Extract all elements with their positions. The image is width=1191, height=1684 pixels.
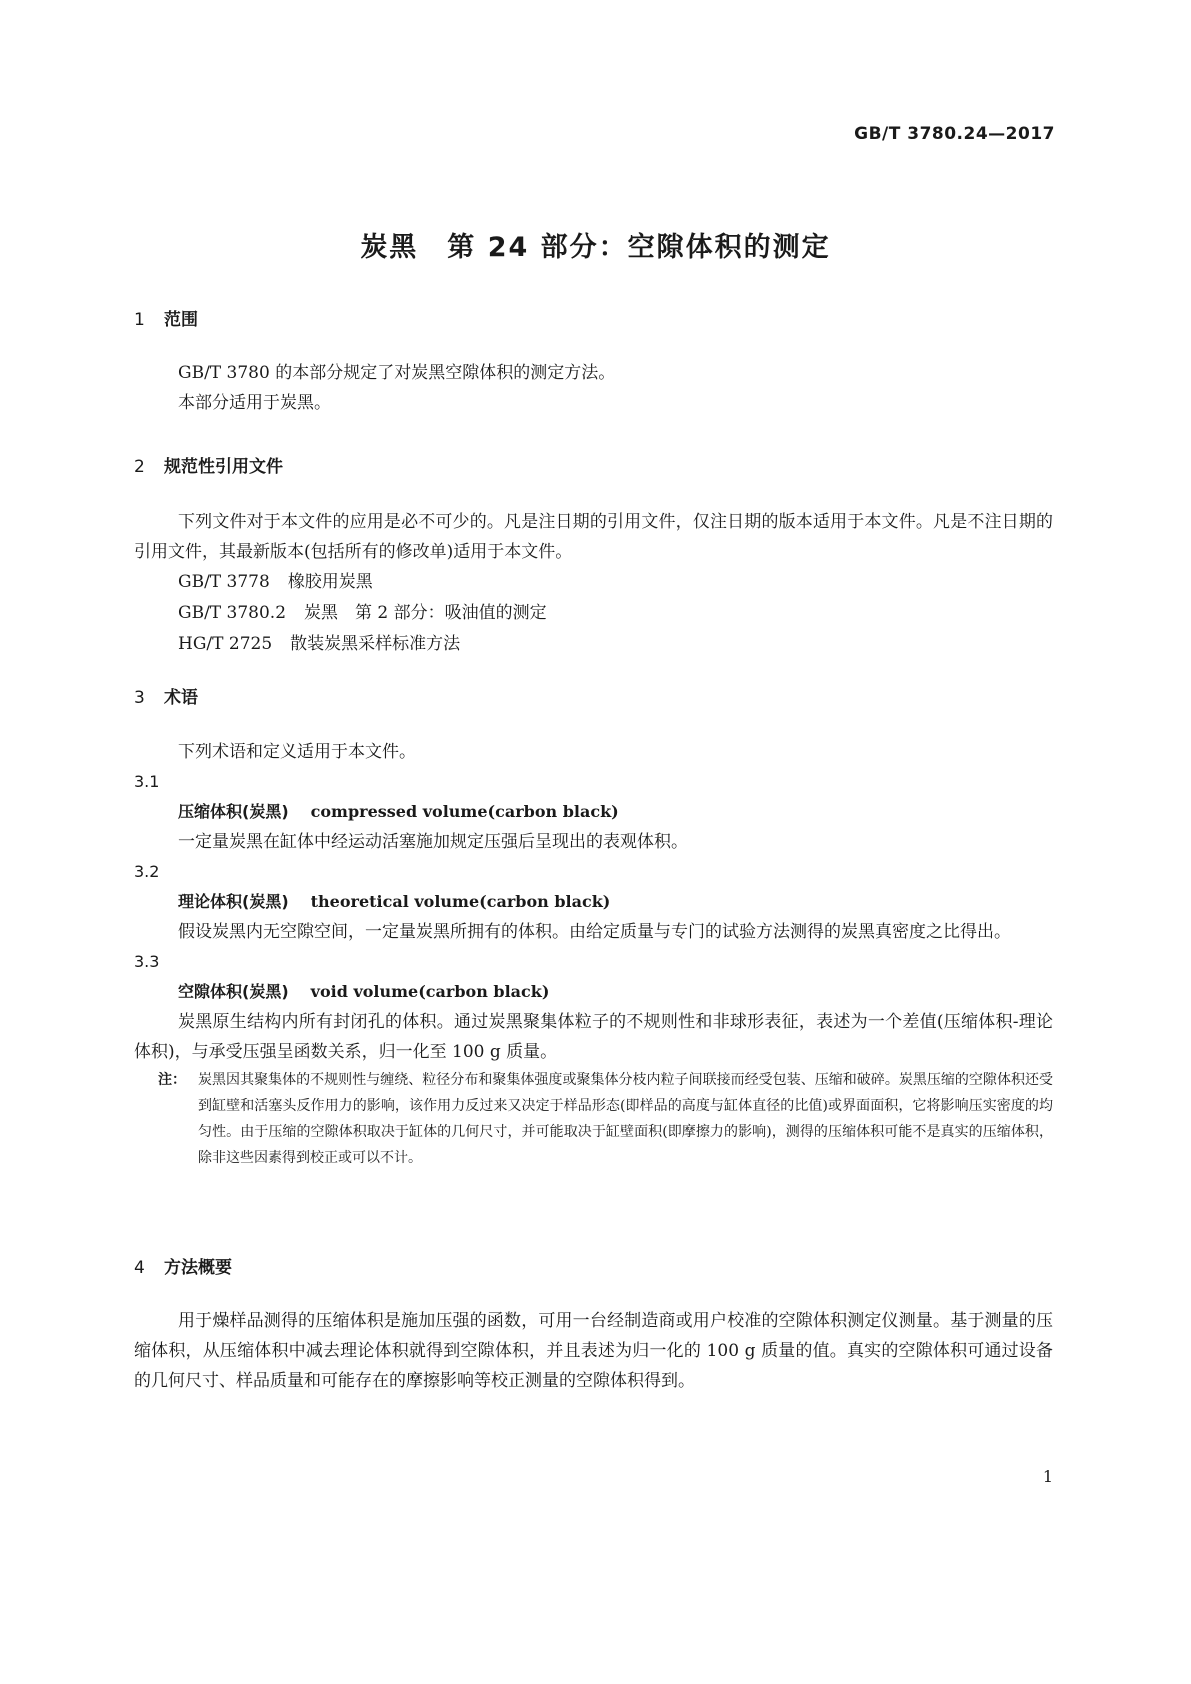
term-definition: 一定量炭黑在缸体中经运动活塞施加规定压强后呈现出的表观体积。 bbox=[178, 832, 688, 852]
term-zh: 压缩体积(炭黑) bbox=[178, 802, 289, 821]
section-number: 2 bbox=[134, 457, 145, 477]
term-zh: 理论体积(炭黑) bbox=[178, 892, 289, 911]
section-title: 规范性引用文件 bbox=[164, 457, 283, 477]
document-title: 炭黑 第 24 部分：空隙体积的测定 bbox=[360, 232, 831, 263]
page-number: 1 bbox=[1042, 1467, 1053, 1486]
section-heading bbox=[134, 1253, 1053, 1278]
reference-code: HG/T 2725 bbox=[178, 634, 273, 654]
section-number: 1 bbox=[134, 310, 145, 330]
term-title bbox=[134, 797, 1053, 827]
term-en: theoretical volume(carbon black) bbox=[310, 892, 611, 911]
section-number: 3 bbox=[134, 688, 145, 708]
section-heading bbox=[134, 305, 1053, 330]
reference-item bbox=[134, 629, 1053, 660]
note bbox=[134, 1067, 1053, 1171]
section-title: 方法概要 bbox=[164, 1258, 232, 1278]
term-en: compressed volume(carbon black) bbox=[310, 802, 619, 821]
paragraph: 下列文件对于本文件的应用是必不可少的。凡是注日期的引用文件，仅注日期的版本适用于本文件。凡是不注日期的引用文件，其最新版本(包括所有的修改单)适用于本文件。 bbox=[134, 512, 1053, 562]
reference-title: 炭黑 第 2 部分：吸油值的测定 bbox=[304, 603, 547, 623]
term-zh: 空隙体积(炭黑) bbox=[178, 982, 289, 1001]
reference-title: 橡胶用炭黑 bbox=[287, 572, 373, 592]
term-number: 3.3 bbox=[134, 952, 160, 971]
paragraph: 本部分适用于炭黑。 bbox=[178, 393, 331, 413]
section-3 bbox=[134, 683, 1053, 708]
term-definition: 炭黑原生结构内所有封闭孔的体积。通过炭黑聚集体粒子的不规则性和非球形表征，表述为一个差值(压缩体积-理论体积)，与承受压强呈函数关系，归一化至 100 g 质量。 bbox=[134, 1012, 1053, 1062]
standard-number: GB/T 3780.24—2017 bbox=[854, 124, 1055, 144]
paragraph: GB/T 3780 的本部分规定了对炭黑空隙体积的测定方法。 bbox=[178, 363, 616, 383]
section-number: 4 bbox=[134, 1258, 145, 1278]
term-en: void volume(carbon black) bbox=[310, 982, 550, 1001]
paragraph: 用于燥样品测得的压缩体积是施加压强的函数，可用一台经制造商或用户校准的空隙体积测定仪测量。基于测量的压缩体积，从压缩体积中减去理论体积就得到空隙体积，并且表述为归一化的 100 g 质量的值。真实的空隙体积可通过设备的几何尺寸、样品质量和可能存在的摩擦影响等校正测量的空隙体积得到。 bbox=[134, 1311, 1053, 1391]
section-1-body bbox=[134, 358, 1053, 418]
section-title: 范围 bbox=[164, 310, 198, 330]
term-title bbox=[134, 977, 1053, 1007]
reference-item bbox=[134, 567, 1053, 598]
section-3-body bbox=[134, 737, 1053, 1171]
section-4 bbox=[134, 1253, 1053, 1278]
section-title: 术语 bbox=[164, 688, 198, 708]
note-text: 炭黑因其聚集体的不规则性与缠绕、粒径分布和聚集体强度或聚集体分枝内粒子间联接而经受包装、压缩和破碎。炭黑压缩的空隙体积还受到缸壁和活塞头反作用力的影响，该作用力反过来又决定于样品形态(即样品的高度与缸体直径的比值)或界面面积，它将影响压实密度的均匀性。由于压缩的空隙体积取决于缸体的几何尺寸，并可能取决于缸壁面积(即摩擦力的影响)，测得的压缩体积可能不是真实的压缩体积，除非这些因素得到校正或可以不计。 bbox=[198, 1072, 1053, 1166]
section-2-body bbox=[134, 507, 1053, 660]
section-4-body bbox=[134, 1306, 1053, 1396]
note-label: 注： bbox=[158, 1072, 186, 1088]
reference-item bbox=[134, 598, 1053, 629]
section-1 bbox=[134, 305, 1053, 330]
paragraph: 下列术语和定义适用于本文件。 bbox=[178, 742, 416, 762]
reference-code: GB/T 3778 bbox=[178, 572, 270, 592]
term-number: 3.2 bbox=[134, 862, 160, 881]
section-heading bbox=[134, 452, 1053, 477]
section-2 bbox=[134, 452, 1053, 477]
section-heading bbox=[134, 683, 1053, 708]
term-title bbox=[134, 887, 1053, 917]
reference-code: GB/T 3780.2 bbox=[178, 603, 287, 623]
term-definition: 假设炭黑内无空隙空间，一定量炭黑所拥有的体积。由给定质量与专门的试验方法测得的炭黑真密度之比得出。 bbox=[178, 922, 1011, 942]
term-number: 3.1 bbox=[134, 772, 160, 791]
reference-title: 散装炭黑采样标准方法 bbox=[290, 634, 461, 654]
